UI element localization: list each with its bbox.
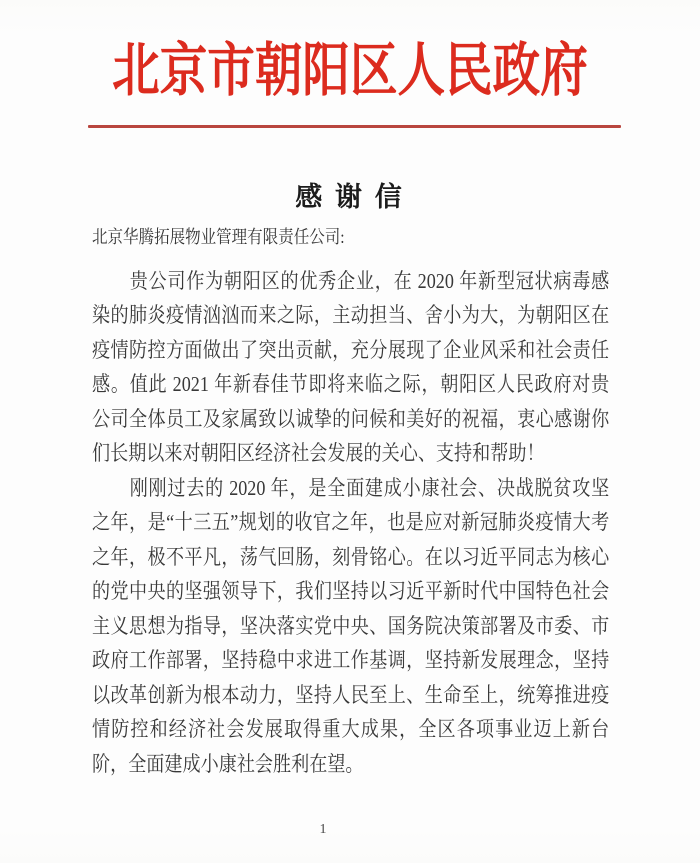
body-line: 情防控和经济社会发展取得重大成果，全区各项事业迈上新台: [92, 717, 610, 741]
body-line: 的党中央的坚强领导下，我们坚持以习近平新时代中国特色社会: [92, 579, 610, 603]
body-line: 贵公司作为朝阳区的优秀企业，在 2020 年新型冠状病毒感: [92, 268, 610, 293]
paragraph-1: [92, 264, 609, 471]
body-line: 之年，极不平凡，荡气回肠，刻骨铭心。在以习近平同志为核心: [92, 544, 610, 569]
body-line: 政府工作部署，坚持稳中求进工作基调，坚持新发展理念，坚持: [92, 648, 610, 672]
letter-body: [92, 220, 609, 781]
paragraph-2: [92, 471, 609, 782]
body-line: 刚刚过去的 2020 年，是全面建成小康社会、决战脱贫攻坚: [92, 475, 610, 500]
letter-title: 感 谢 信: [295, 182, 405, 212]
body-line: 疫情防控方面做出了突出贡献，充分展现了企业风采和社会责任: [92, 337, 610, 362]
body-line: 感。值此 2021 年新春佳节即将来临之际，朝阳区人民政府对贵: [92, 372, 610, 396]
body-line: 公司全体员工及家属致以诚挚的问候和美好的祝福，衷心感谢你: [92, 406, 610, 431]
body-line: 阶，全面建成小康社会胜利在望。: [92, 751, 364, 776]
body-line: 主义思想为指导，坚决落实党中央、国务院决策部署及市委、市: [92, 613, 610, 638]
salutation: 北京华腾拓展物业管理有限责任公司:: [92, 227, 345, 247]
page-number: 1: [319, 822, 327, 837]
body-line: 染的肺炎疫情汹汹而来之际，主动担当、舍小为大，为朝阳区在: [92, 303, 610, 327]
letterhead-org-name: 北京市朝阳区人民政府: [112, 38, 588, 103]
body-line: 以改革创新为根本动力，坚持人民至上、生命至上，统筹推进疫: [92, 682, 610, 707]
body-line: 们长期以来对朝阳区经济社会发展的关心、支持和帮助！: [92, 441, 545, 465]
letterhead-rule-divider: [88, 125, 621, 128]
body-line: 之年，是“十三五”规划的收官之年，也是应对新冠肺炎疫情大考: [92, 510, 610, 534]
